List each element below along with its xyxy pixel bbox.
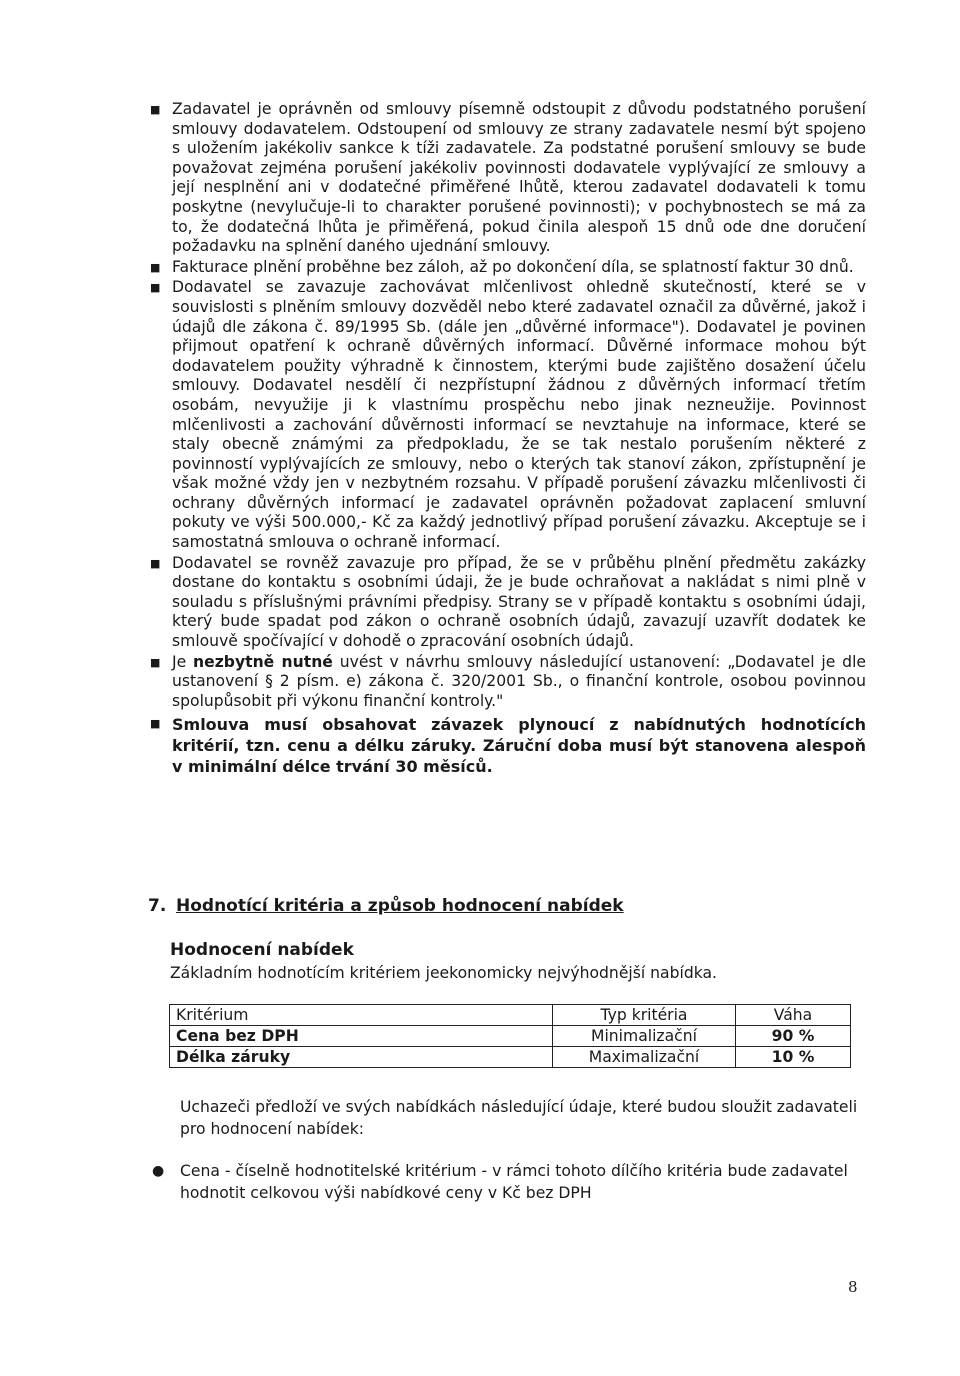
bullet-marker: ■ (150, 103, 161, 116)
table-cell: Cena bez DPH (170, 1026, 553, 1047)
table-header-cell: Typ kritéria (553, 1005, 736, 1026)
list-item: ■ Je nezbytně nutné uvést v návrhu smlouvy následující ustanovení: „Dodavatel je dle ustanovení § 2 písm. e) zákona č. 320/2001 Sb., o finanční kontrole, osobou povinnou spolupůsobit při výkonu finanční kontroly." (150, 652, 866, 710)
list-item: ■ Dodavatel se zavazuje zachovávat mlčenlivost ohledně skutečností, které se v souvislosti s plněním smlouvy dozvěděl nebo které zadavatel označil za důvěrné, jakož i údajů dle zákona č. 89/1995 Sb. (dále jen „důvěrné informace"). Dodavatel je povinen přijmout opatření k ochraně důvěrných informací. Důvěrné informace mohou být dodavatelem použity výhradně k činnostem, kterými bude zajištěno dosažení účelu smlouvy. Dodavatel nesdělí či nezpřístupní žádnou z důvěrných informací třetím osobám, nevyužije ji k vlastnímu prospěchu nebo jinak nezneužije. Povinnost mlčenlivosti a zachování důvěrnosti informací se nevztahuje na informace, které se staly obecně známými za předpokladu, že se tak nestalo porušením některé z povinností vyplývajících ze smlouvy, nebo o kterých tak stanoví zákon, zpřístupnění je však možné vždy jen v nezbytném rozsahu. V případě porušení závazku mlčenlivosti či ochrany důvěrných informací je zadavatel oprávněn požadovat zaplacení smluvní pokuty ve výši 500.000,- Kč za každý jednotlivý případ porušení závazku. Akceptuje se i samostatná smlouva o ochraně informací. (150, 278, 866, 552)
bullet-marker: ■ (150, 556, 161, 570)
subheading-text: Základním hodnotícím kritériem jeekonomicky nejvýhodnější nabídka. (170, 964, 717, 982)
table-header-row (170, 1005, 851, 1026)
bullet-marker: ■ (150, 717, 161, 731)
table-cell: Maximalizační (553, 1047, 736, 1068)
price-criterion-item: ● Cena - číselně hodnotitelské kritérium - v rámci tohoto dílčího kritéria bude zadavatel hodnotit celkovou výši nabídkové ceny v Kč bez DPH (152, 1162, 848, 1202)
section-title: Hodnotící kritéria a způsob hodnocení nabídek (176, 896, 624, 916)
table-cell: Minimalizační (553, 1026, 736, 1047)
subheading: Hodnocení nabídek (170, 940, 354, 960)
contract-conditions-list (150, 100, 866, 778)
page-number: 8 (848, 1278, 858, 1296)
bullet-marker: ■ (150, 281, 161, 295)
list-item: ■ Fakturace plnění proběhne bez záloh, až po dokončení díla, se splatností faktur 30 dnů. (150, 257, 854, 276)
section-number: 7. (148, 896, 167, 916)
criteria-table (169, 1004, 851, 1068)
list-item-warranty: ■ Smlouva musí obsahovat závazek plynoucí z nabídnutých hodnotících kritérií, tzn. cenu a délku záruky. Záruční doba musí být stanovena alespoň v minimální délce trvání 30 měsíců. (150, 715, 866, 777)
table-cell: Délka záruky (170, 1047, 553, 1068)
offer-data-paragraph: Uchazeči předloží ve svých nabídkách následující údaje, které budou sloužit zadavateli pro hodnocení nabídek: (180, 1098, 858, 1138)
table-header-cell: Kritérium (170, 1005, 553, 1026)
table-row (170, 1026, 851, 1047)
list-item: ■ Dodavatel se rovněž zavazuje pro případ, že se v průběhu plnění předmětu zakázky dostane do kontaktu s osobními údaji, že je bude ochraňovat a nakládat s nimi plně v souladu s příslušnými právními předpisy. Strany se v případě kontaktu s osobními údaji, který bude spadat pod zákon o ochraně osobních údajů, zavazují uzavřít dodatek ke smlouvě spočívající v dohodě o zpracování osobních údajů. (150, 553, 866, 651)
table-header-cell: Váha (736, 1005, 851, 1026)
bullet-marker: ■ (150, 260, 161, 274)
emphasis-text: nezbytně nutné (193, 652, 333, 671)
section-heading (148, 896, 624, 916)
table-cell: 10 % (736, 1047, 851, 1068)
table-cell: 90 % (736, 1026, 851, 1047)
bullet-dot: ● (152, 1163, 165, 1179)
table-row (170, 1047, 851, 1068)
bullet-marker: ■ (150, 655, 161, 669)
list-item: ■ Zadavatel je oprávněn od smlouvy písemně odstoupit z důvodu podstatného porušení smlouvy dodavatelem. Odstoupení od smlouvy ze strany zadavatele nesmí být spojeno s uložením jakékoliv sankce k tíži zadavatele. Za podstatné porušení smlouvy se bude považovat zejména porušení jakékoliv povinnosti dodavatele vyplývající ze smlouvy a její nesplnění ani v dodatečné přiměřené lhůtě, kterou zadavatel dodavateli k tomu poskytne (nevylučuje-li to charakter porušené povinnosti); v pochybnostech se má za to, že dodatečná lhůta je přiměřená, pokud činila alespoň 15 dnů ode dne doručení požadavku na splnění daného ujednání smlouvy. (150, 100, 866, 256)
